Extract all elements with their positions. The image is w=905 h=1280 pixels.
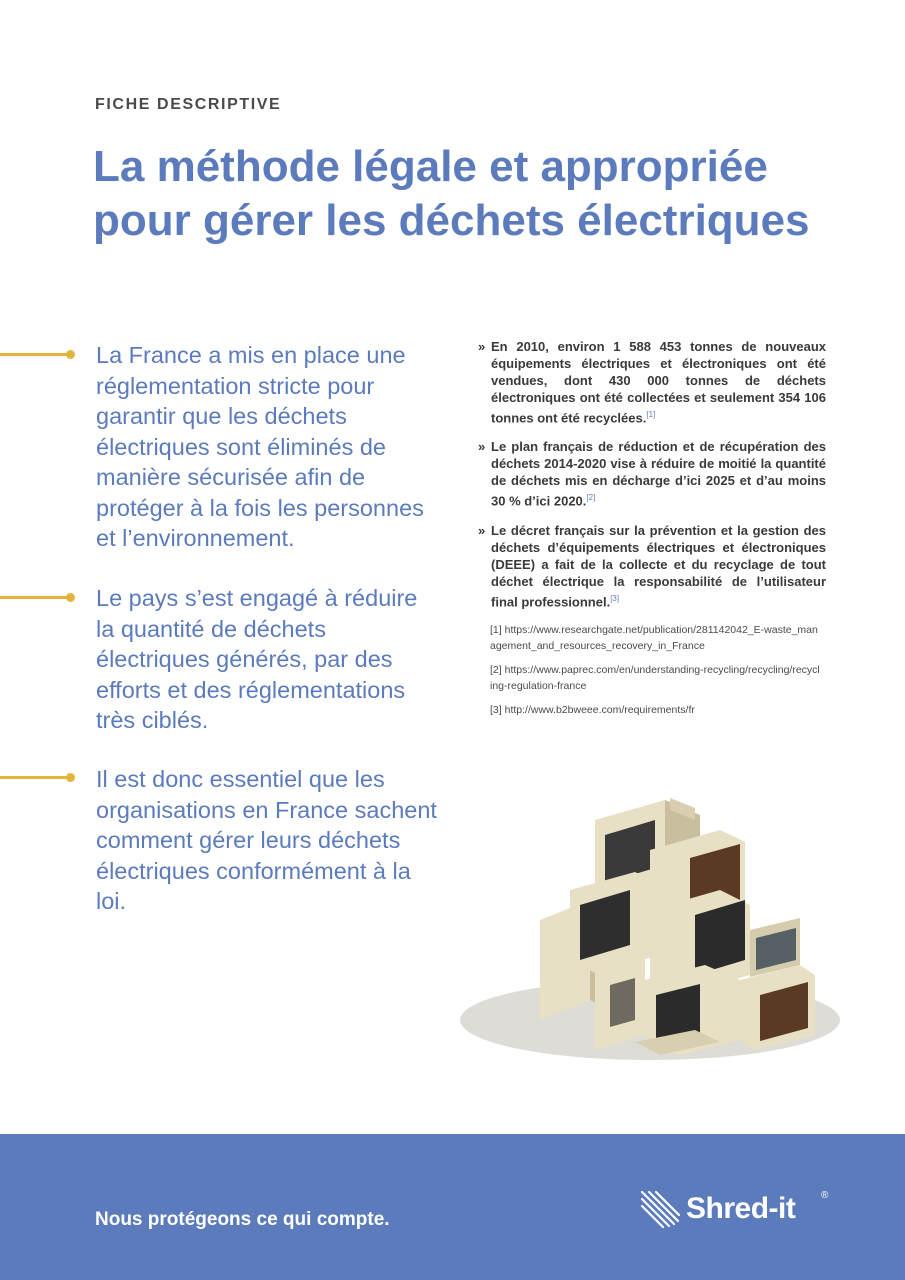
accent-dot — [66, 350, 75, 359]
accent-dot — [66, 593, 75, 602]
eyebrow-label: FICHE DESCRIPTIVE — [95, 96, 282, 113]
shred-it-logo-icon — [638, 1186, 682, 1230]
bullet-marker: » — [478, 339, 486, 354]
page-title: La méthode légale et appropriée pour gérer les déchets électriques — [93, 142, 810, 245]
shred-it-logo[interactable] — [638, 1186, 838, 1230]
fact-ref: [1] — [646, 410, 656, 419]
fact-text: Le plan français de réduction et de récupération des déchets 2014-2020 vise à réduire de moitié la quantité de déchets mis en décharge d’ici 2025 et d’au moins 30 % d’ici 2020. — [491, 439, 826, 509]
reference-1 — [490, 622, 820, 654]
logo-registered-mark: ® — [821, 1190, 829, 1201]
accent-line — [0, 353, 72, 356]
lead-paragraph-2: Le pays s’est engagé à réduire la quantité de déchets électriques générés, par des efforts et des réglementations très ciblés. — [96, 585, 418, 733]
fact-ref: [3] — [610, 594, 620, 603]
accent-line — [0, 596, 72, 599]
bullet-marker: » — [478, 439, 486, 454]
lead-paragraph-1: La France a mis en place une réglementation stricte pour garantir que les déchets électriques sont éliminés de manière sécurisée afin de protéger à la fois les personnes et l’environnement. — [96, 342, 424, 551]
reference-number: [3] — [490, 704, 502, 716]
computer-pile-illustration — [460, 780, 840, 1070]
fact-text: En 2010, environ 1 588 453 tonnes de nouveaux équipements électriques et électroniques ont été vendues, dont 430 000 tonnes de déchets électroniques ont été collectées et seulement 354 106 tonnes ont été recyclées. — [491, 339, 826, 426]
footer-tagline: Nous protégeons ce qui compte. — [95, 1209, 390, 1230]
fact-bullet-3 — [478, 522, 826, 610]
accent-dot — [66, 773, 75, 782]
logo-text: Shred-it — [686, 1192, 796, 1225]
reference-number: [1] — [490, 624, 502, 636]
fact-bullet-1 — [478, 338, 826, 426]
reference-3 — [490, 702, 820, 718]
reference-2 — [490, 662, 820, 694]
reference-number: [2] — [490, 664, 502, 676]
accent-line — [0, 776, 72, 779]
fact-text: Le décret français sur la prévention et la gestion des déchets d’équipements électriques et électroniques (DEEE) a fait de la collecte et du recyclage de tout déchet électrique la responsabilité de l’utilisateur final professionnel. — [491, 523, 826, 610]
fact-bullet-2 — [478, 438, 826, 509]
fact-ref: [2] — [586, 493, 596, 502]
reference-link[interactable]: http://www.b2bweee.com/requirements/fr — [504, 704, 695, 716]
lead-paragraph-3: Il est donc essentiel que les organisations en France sachent comment gérer leurs déchets électriques conformément à la loi. — [96, 766, 437, 914]
reference-link[interactable]: https://www.researchgate.net/publication/281142042_E-waste_management_and_resources_recovery_in_France — [490, 624, 818, 652]
reference-link[interactable]: https://www.paprec.com/en/understanding-recycling/recycling/recycling-regulation-france — [490, 664, 820, 692]
bullet-marker: » — [478, 523, 486, 538]
